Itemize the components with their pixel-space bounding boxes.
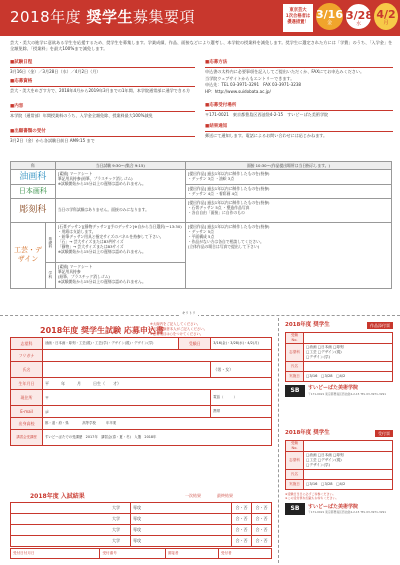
artwork-attachment-card (285, 322, 393, 397)
dept-checkbox-group[interactable]: □油画 □日本画 □彫刻 □工芸 □デザイン(視) □デザイン(学) (304, 452, 393, 470)
header-banner (0, 0, 400, 36)
name-field[interactable] (43, 362, 211, 378)
email-field[interactable]: ＠ (43, 406, 211, 418)
application-form-table (10, 337, 272, 446)
form-row (11, 406, 272, 418)
table-row (11, 170, 392, 185)
final-result[interactable]: 合・否 (252, 525, 272, 536)
field-label: 生年月日 (11, 378, 43, 390)
test-info: [石膏デッサン][静物デッサン][手のデッサン]※自から当日選択(〜13:30) ・用紙は支給します。 ・鉛筆デッサン用具と指定サイズのパネルを持参して下さい。 「石」→ 芸大サイズまたはB3判サイズ 「静物」→ 芸大サイズまたはB3サイズ ※試験開始から15分以上の遅刻は認められません。 (55, 222, 185, 262)
cut-line (0, 315, 400, 316)
office-field: 受付日付月日 (11, 549, 100, 559)
office-field: 受付番号 (100, 549, 165, 559)
final-result[interactable]: 合・否 (252, 514, 272, 525)
field-label: 氏名 (286, 470, 304, 480)
table-header: 当日試験 9:30〜(集合 9:15) (55, 162, 185, 170)
school-logo: SB (285, 503, 305, 515)
field-label: 志望科 (286, 452, 304, 470)
interview-info: [提出作品] 過去1年以内に制作したものを(持参) ・デッサン 5点 ・平面構成 5点 ・作品がない方は各自で相談してください。 (立体作品の場合は写真で提出して下さい) (185, 222, 391, 288)
exam-schedule-table (10, 161, 392, 289)
dept-craft-design: 工芸・デザイン (11, 222, 46, 288)
table-row (11, 514, 272, 525)
first-result[interactable]: 合・否 (232, 525, 252, 536)
sub-basic: 基礎科 (46, 222, 56, 262)
cut-line-vertical (278, 318, 279, 563)
school-name: すいどーばた美術学院 (308, 503, 359, 510)
card-table (285, 332, 393, 382)
mobile-field[interactable]: 携帯 (211, 406, 272, 418)
form-row (11, 338, 272, 350)
interview-info: [提出作品] 過去1年以内に制作したものを(持参) ・デッサン 4点 ・着彩画 4点 (185, 185, 391, 198)
final-result[interactable]: 合・否 (252, 503, 272, 514)
school-logo: SB (285, 385, 305, 397)
table-row (11, 536, 272, 547)
field-label: フリガナ (11, 350, 43, 362)
test-info: [素描] マークシート 筆記用具持参 (鉛筆、プラスチック消しゴム) ※試験開始から15分以上の遅刻は認められません。 (55, 262, 185, 288)
section-exam-dates: ■試験日程 3月16日（金）／3月28日（水）／4月2日（月） (10, 60, 195, 76)
result-subheader: 一次結果 最終結果 (185, 493, 233, 498)
field-label: 氏名 (11, 362, 43, 378)
date-checkbox-group[interactable]: □3/16 □3/28 □4/2 (304, 480, 393, 490)
exam-no-field[interactable] (304, 441, 393, 452)
field-label: E-mail (11, 406, 43, 418)
faculty-field[interactable]: 専攻 (131, 536, 232, 547)
form-row (11, 378, 272, 390)
field-label: 現住所 (11, 390, 43, 406)
section-report: ■出願書類の受付 3月2日（金）から各試験日前日 AM9:15 まで (10, 129, 195, 145)
exam-no-field[interactable] (304, 333, 393, 344)
furigana-field[interactable] (43, 350, 272, 362)
section-eligibility: ■応募資格 芸大・美大をめざす方で、2018年4月から2019年3月までの1年間、本学院通常部に通学できる方 (10, 79, 195, 95)
faculty-field[interactable]: 専攻 (131, 525, 232, 536)
dept-choice-field[interactable]: 油画・日本画・彫刻・工芸(視)・工芸(学)・デザイン(視)・デザイン(学) (43, 338, 179, 350)
office-field: 受付者 (218, 549, 271, 559)
address-field[interactable]: 〒 (43, 390, 211, 406)
form-row (11, 430, 272, 446)
table-row (11, 222, 392, 262)
faculty-field[interactable]: 専攻 (131, 503, 232, 514)
sub-academic: 学科 (46, 262, 56, 288)
field-label: 受験No. (286, 333, 304, 344)
section-apply-method: ■応募方法 申込書の太枠内に必要事項を記入してご提出いただくか、FAXにてお申込みください。 当学院ウェブサイトからもエントリーできます。 申込先：TEL 03-3971-3291 FAX 03-3971-3238 HP：http://www.suidobata.ac.jp/ (205, 60, 393, 95)
uni-field[interactable]: 大学 (11, 514, 131, 525)
high-school-field[interactable]: 都・道・府・県 高等学校 年卒業 (43, 418, 272, 430)
dept-oil: 油画科 (11, 170, 56, 185)
form-title: 2018年度 奨学生試験 応募申込書 (40, 326, 164, 335)
table-row (11, 198, 392, 222)
interview-info: [提出作品] 過去1年以内に制作したものを(持参) ・石膏デッサン 5点 ・塑造作品写真 ・各自自由「面接」に自作のもの (185, 198, 391, 222)
dept-japanese: 日本画科 (11, 185, 56, 198)
card-badge: 作品添付票 (367, 322, 393, 329)
field-label: 実施日 (286, 372, 304, 382)
cut-label: キリトリ (182, 311, 196, 315)
form-row (11, 362, 272, 378)
phone-field[interactable]: 電話（ ） (211, 390, 272, 406)
uni-field[interactable]: 大学 (11, 525, 131, 536)
name-field[interactable] (304, 470, 393, 480)
form-row (11, 350, 272, 362)
form-row (11, 390, 272, 406)
dept-sculpture: 彫刻科 (11, 198, 56, 222)
final-result[interactable]: 合・否 (252, 536, 272, 547)
form-note: ※太線内をご記入してください。 ※必ず受験者本人がご記入ください。 ※必要項目は○をつけてください。 (150, 322, 208, 336)
form-row (11, 418, 272, 430)
faculty-field[interactable]: 専攻 (131, 514, 232, 525)
first-result[interactable]: 合・否 (232, 536, 252, 547)
dept-checkbox-group[interactable]: □油画 □日本画 □彫刻 □工芸 □デザイン(視) □デザイン(学) (304, 344, 393, 362)
field-label: 実施日 (286, 480, 304, 490)
field-label: 出身高校 (11, 418, 43, 430)
field-label: 受験No. (286, 441, 304, 452)
date-checkbox-group[interactable]: □3/16 □3/28 □4/2 (304, 372, 393, 382)
section-office: ■応募受付場所 〒171-0021 東京都豊島区西池袋4-2-15 すいどーばた美術学院 (205, 103, 393, 119)
first-result[interactable]: 合・否 (232, 503, 252, 514)
office-use-row (10, 548, 272, 559)
result-table (10, 502, 272, 547)
field-label: 志望科 (11, 338, 43, 350)
school-name: すいどーばた美術学院 (308, 385, 359, 392)
page-title: 2018年度 奨学生募集要項 (10, 8, 195, 26)
priority-notice: 東京芸大 1次合格者は 優遇措置！ (283, 4, 313, 32)
name-field[interactable] (304, 362, 393, 372)
test-info: [素描] マークシート 筆記用具持参(鉛筆、プラスチック消しゴム) ※試験開始から15分以上の遅刻は認められません。 (55, 170, 185, 198)
date-badge-3: 4/2 月 (374, 3, 398, 30)
card-title: 2018年度 奨学生 (285, 322, 330, 328)
school-address: 〒171-0021 東京都豊島区西池袋4-2-15 TEL 03-3971-3291 (308, 510, 387, 515)
gender-field[interactable]: （男・女） (211, 362, 272, 378)
first-result[interactable]: 合・否 (232, 514, 252, 525)
interview-info: [提出作品] 過去1年以内に制作したものを(持参) ・デッサン 3点 ・油絵 3点 (185, 170, 391, 185)
school-block (285, 503, 393, 515)
card-table (285, 440, 393, 490)
table-header: 面接 10:30〜(作品提出場所は当日指示します。) (185, 162, 391, 170)
date-badge-2: 3/28 水 (345, 3, 372, 30)
uni-field[interactable]: 大学 (11, 536, 131, 547)
test-info: 当日の学科試験はありません。面接のみになります。 (55, 198, 185, 222)
course-history-field[interactable]: すいどーばたでの受講歴 2017年 講習会(春・夏・冬) 入選 2018年 (43, 430, 272, 446)
section-content: ■内容 本学院（通常部）年間授業料のうち、入学金全額免除、授業料最大100%減免 (10, 104, 195, 120)
field-label: 志望科 (286, 344, 304, 362)
table-header: 科 (11, 162, 56, 170)
table-row (11, 503, 272, 514)
field-label: 講習会受講歴 (11, 430, 43, 446)
uni-field[interactable]: 大学 (11, 503, 131, 514)
school-block (285, 385, 393, 397)
table-row (11, 525, 272, 536)
field-label: 受験日 (179, 338, 211, 350)
date-badge-1: 3/16 金 (316, 3, 343, 30)
section-announce: ■結果通知 郵送にて通知します。電話によるお問い合わせには応じかねます。 (205, 124, 393, 140)
field-label: 氏名 (286, 362, 304, 372)
reception-card (285, 430, 393, 515)
exam-date-choice-field[interactable]: 3/16(金)・3/28(水)・4/2(月) (211, 338, 272, 350)
intro-text: 芸大・美大の進学に意欲ある学生を応援するため、奨学生を募集します。学業成績、作品、面接などにより選考し、本学院の授業料を減免します。奨学生に選定された方には「学費」のうち、「入学金」を全額免除、「授業料」を最大100%まで減免します。 (10, 40, 393, 51)
school-address: 〒171-0021 東京都豊島区西池袋4-2-15 TEL 03-3971-3291 (308, 392, 387, 397)
card-title: 2018年度 奨学生 (285, 430, 330, 436)
birthdate-field[interactable]: 平 年 月 日生（ 才） (43, 378, 272, 390)
result-title: 2018年度 入試結果 (30, 493, 85, 500)
card-badge: 受付票 (375, 430, 393, 437)
office-field: 面接者 (165, 549, 218, 559)
card-notes: ※受験日当日に必ずご持参ください。 ※この受付票を記載もお持ちください。 (285, 492, 339, 501)
